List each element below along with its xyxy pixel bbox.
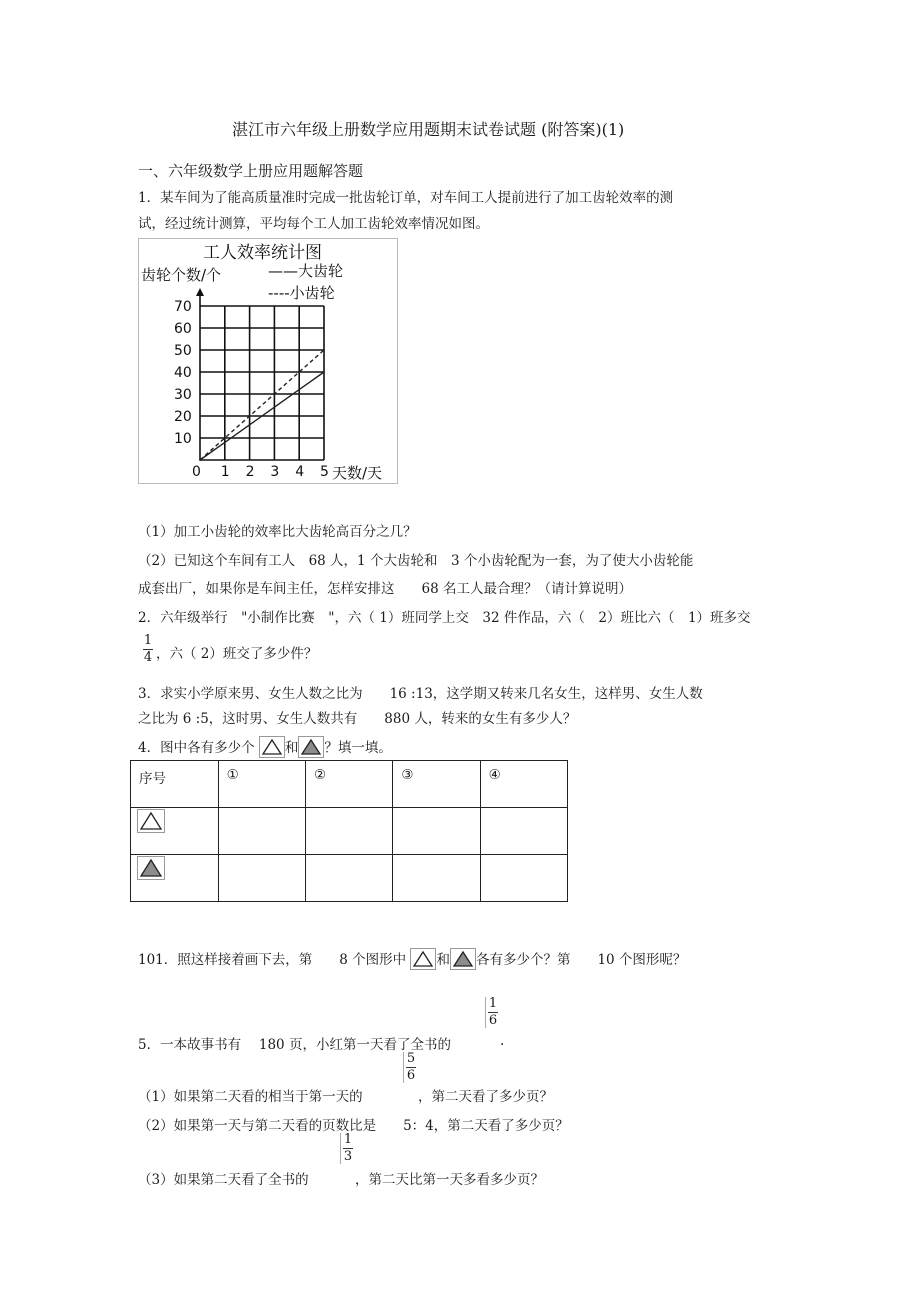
shaded-triangle-icon	[450, 948, 476, 970]
y-tick-label: 20	[174, 409, 192, 425]
page-title: 湛江市六年级上册数学应用题期末试卷试题 (附答案)(1)	[232, 120, 625, 139]
q4-prompt	[138, 736, 392, 758]
answer-cell[interactable]	[218, 855, 305, 902]
q2-fraction	[141, 634, 153, 665]
x-tick-label: 4	[295, 464, 305, 480]
outline-triangle-icon	[137, 809, 165, 833]
q4-tail: ？填一填。	[324, 740, 392, 756]
data-point	[249, 415, 251, 417]
q101-tail: 各有多少个？第 10 个图形呢？	[475, 952, 687, 968]
x-tick-label: 1	[220, 464, 230, 480]
q1-sub1: （1）加工小齿轮的效率比大齿轮高百分之几？	[138, 524, 417, 540]
q5-sub3-a: （3）如果第二天看了全书的	[138, 1172, 309, 1188]
q2-line2: ，六（ 2）班交了多少件？	[156, 646, 318, 662]
q101-lead: 101．照这样接着画下去，第 8 个图形中	[138, 952, 407, 968]
q2-line1: 2．六年级举行 "小制作比赛 "，六（ 1）班同学上交 32 件作品，六（ 2）班比六（ 1）班多交	[138, 610, 751, 626]
answer-cell[interactable]	[480, 808, 567, 855]
x-tick-label: 3	[270, 464, 280, 480]
table-header-row	[131, 761, 568, 808]
chart-xlabel: 天数/天	[332, 464, 383, 482]
q5-lead: 5．一本故事书有 180 页，小红第一天看了全书的	[138, 1037, 451, 1053]
q5-sub3-b: ，第二天比第一天多看多少页？	[355, 1172, 544, 1188]
data-point	[249, 424, 251, 426]
outline-triangle-cell	[131, 808, 219, 855]
q5-sub1-a: （1）如果第二天看的相当于第一天的	[138, 1089, 363, 1105]
q1-line2: 试，经过统计测算，平均每个工人加工齿轮效率情况如图。	[138, 216, 489, 232]
q5-frac-den: 6	[488, 1013, 498, 1028]
x-tick-label: 0	[192, 464, 201, 480]
q5-fraction	[485, 997, 498, 1028]
table-row-shaded	[131, 855, 568, 902]
chart-ylabel: 齿轮个数/个	[141, 266, 222, 284]
q1-line1: 1．某车间为了能高质量准时完成一批齿轮订单，对车间工人提前进行了加工齿轮效率的测	[138, 190, 674, 206]
table-header-cell: ④	[480, 761, 567, 808]
efficiency-chart	[138, 238, 398, 484]
data-point	[298, 389, 300, 391]
table-header-cell: ①	[218, 761, 305, 808]
x-tick-label: 2	[245, 464, 255, 480]
q5-sub1-fraction	[403, 1052, 416, 1083]
q5-sub1-b: ，第二天看了多少页？	[418, 1089, 553, 1105]
shaded-triangle-icon	[298, 736, 324, 758]
y-tick-label: 30	[174, 387, 192, 403]
q3-line2: 之比为 6 :5，这时男、女生人数共有 880 人，转来的女生有多少人？	[138, 711, 577, 727]
table-row-outline	[131, 808, 568, 855]
data-point	[323, 371, 325, 373]
data-point	[224, 442, 226, 444]
q3-line1: 3．求实小学原来男、女生人数之比为 16 :13，这学期又转来几名女生，这样男、女生人数	[138, 686, 703, 702]
y-tick-label: 50	[174, 343, 192, 359]
q5-sub3-den: 3	[343, 1149, 353, 1164]
data-point	[323, 349, 325, 351]
q5-frac-num: 1	[488, 996, 498, 1011]
answer-cell[interactable]	[393, 855, 480, 902]
table-header-cell: 序号	[131, 761, 219, 808]
shaded-triangle-cell	[131, 855, 219, 902]
answer-cell[interactable]	[218, 808, 305, 855]
x-tick-label: 5	[320, 464, 329, 480]
data-point	[199, 459, 201, 461]
q2-frac-num: 1	[143, 633, 153, 648]
shaded-triangle-icon	[137, 856, 165, 880]
legend-large-gear: ——大齿轮	[268, 262, 344, 280]
data-point	[298, 371, 300, 373]
q1-sub2-line2: 成套出厂，如果你是车间主任，怎样安排这 68 名工人最合理？（请计算说明）	[138, 581, 632, 597]
data-point	[224, 437, 226, 439]
y-tick-label: 40	[174, 365, 192, 381]
answer-cell[interactable]	[393, 808, 480, 855]
outline-triangle-icon	[410, 948, 436, 970]
answer-cell[interactable]	[306, 808, 393, 855]
answer-cell[interactable]	[306, 855, 393, 902]
section-heading: 一、六年级数学上册应用题解答题	[138, 162, 364, 180]
q1-sub2-line1: （2）已知这个车间有工人 68 人，1 个大齿轮和 3 个小齿轮配为一套，为了使大小齿轮能	[138, 553, 694, 569]
data-point	[274, 406, 276, 408]
answer-table	[130, 760, 568, 902]
q4-and: 和	[284, 740, 299, 756]
q4-lead: 4．图中各有多少个	[138, 740, 255, 756]
q5-lead-end: .	[500, 1033, 505, 1049]
y-tick-label: 60	[174, 321, 192, 337]
q101-and: 和	[436, 952, 450, 968]
y-tick-label: 70	[174, 299, 192, 315]
q5-sub1-den: 6	[406, 1068, 416, 1083]
answer-cell[interactable]	[480, 855, 567, 902]
legend-small-gear: ----小齿轮	[268, 284, 335, 302]
q5-sub3-num: 1	[343, 1132, 353, 1147]
data-point	[274, 393, 276, 395]
q2-frac-den: 4	[143, 650, 153, 665]
y-tick-label: 10	[174, 431, 192, 447]
table-header-cell: ②	[306, 761, 393, 808]
outline-triangle-icon	[259, 736, 285, 758]
chart-title: 工人效率统计图	[203, 243, 322, 263]
table-header-cell: ③	[393, 761, 480, 808]
q5-sub1-num: 5	[406, 1051, 416, 1066]
q5-sub3-fraction	[340, 1133, 353, 1164]
q101-prompt	[138, 948, 686, 970]
q5-sub2: （2）如果第一天与第二天看的页数比是 5：4，第二天看了多少页？	[138, 1118, 569, 1134]
